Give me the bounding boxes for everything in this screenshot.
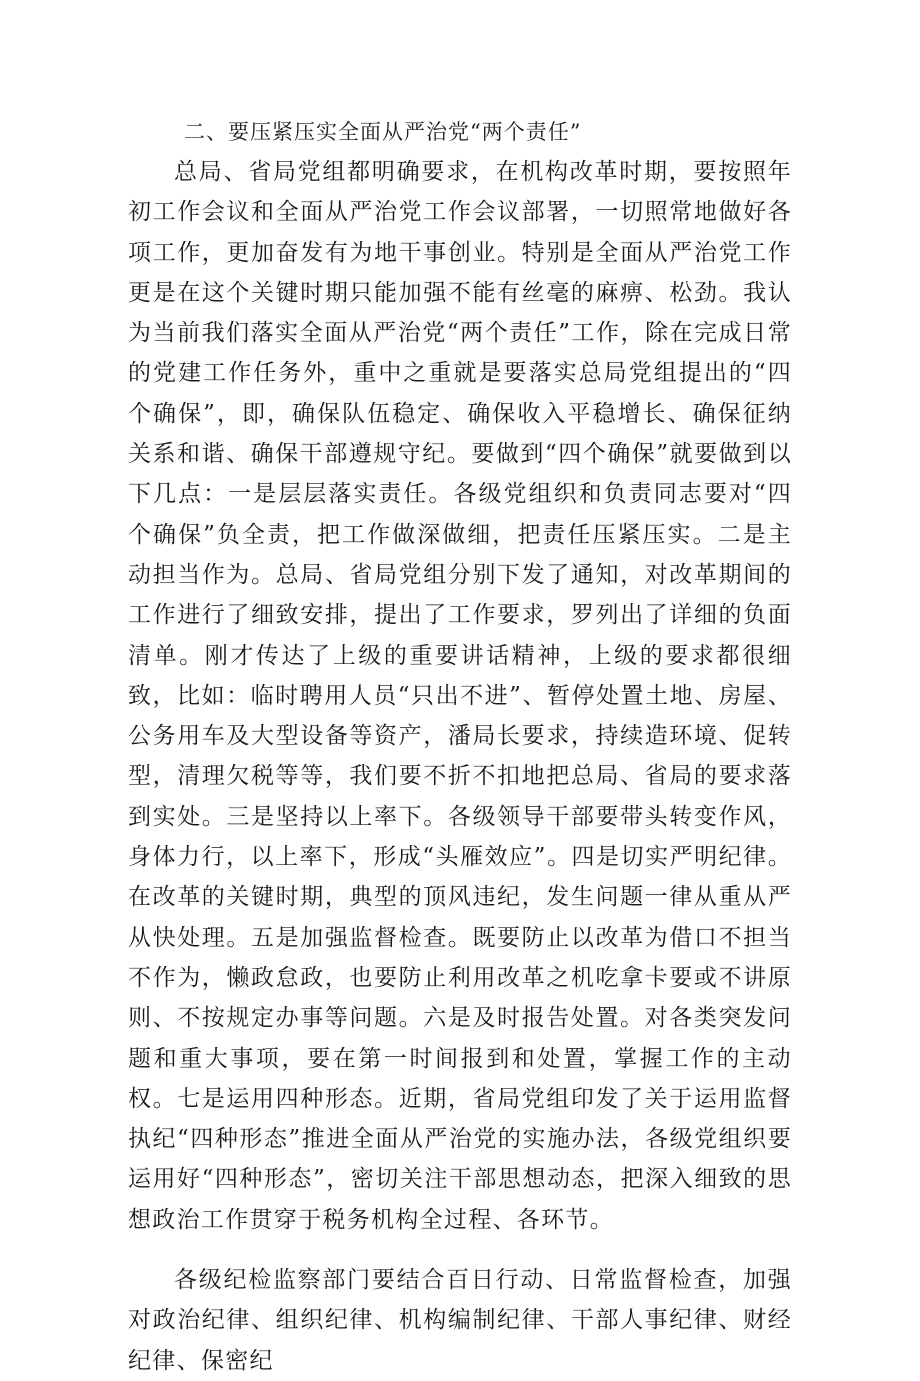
section-heading: 二、要压紧压实全面从严治党“两个责任”: [184, 120, 582, 144]
paragraph-discipline-inspection: 各级纪检监察部门要结合百日行动、日常监督检查，加强对政治纪律、组织纪律、机构编制纪律、干部人事纪律、财经纪律、保密纪: [128, 1267, 792, 1374]
paragraph-responsibilities: 总局、省局党组都明确要求，在机构改革时期，要按照年初工作会议和全面从严治党工作会议部署，一切照常地做好各项工作，更加奋发有为地干事创业。特别是全面从严治党工作更是在这个关键时期只能加强不能有丝毫的麻痹、松劲。我认为当前我们落实全面从严治党“两个责任”工作，除在完成日常的党建工作任务外，重中之重就是要落实总局党组提出的“四个确保”，即，确保队伍稳定、确保收入平稳增长、确保征纳关系和谐、确保干部遵规守纪。要做到“四个确保”就要做到以下几点：一是层层落实责任。各级党组织和负责同志要对“四个确保”负全责，把工作做深做细，把责任压紧压实。二是主动担当作为。总局、省局党组分别下发了通知，对改革期间的工作进行了细致安排，提出了工作要求，罗列出了详细的负面清单。刚才传达了上级的重要讲话精神，上级的要求都很细致，比如：临时聘用人员“只出不进”、暂停处置土地、房屋、公务用车及大型设备等资产，潘局长要求，持续造环境、促转型，清理欠税等等，我们要不折不扣地把总局、省局的要求落到实处。三是坚持以上率下。各级领导干部要带头转变作风，身体力行，以上率下，形成“头雁效应”。四是切实严明纪律。在改革的关键时期，典型的顶风违纪，发生问题一律从重从严从快处理。五是加强监督检查。既要防止以改革为借口不担当不作为，懒政怠政，也要防止利用改革之机吃拿卡要或不讲原则、不按规定办事等问题。六是及时报告处置。对各类突发问题和重大事项，要在第一时间报到和处置，掌握工作的主动权。七是运用四种形态。近期，省局党组印发了关于运用监督执纪“四种形态”推进全面从严治党的实施办法，各级党组织要运用好“四种形态”，密切关注干部思想动态，把深入细致的思想政治工作贯穿于税务机构全过程、各环节。: [128, 159, 792, 1233]
document-body: [128, 112, 792, 1381]
